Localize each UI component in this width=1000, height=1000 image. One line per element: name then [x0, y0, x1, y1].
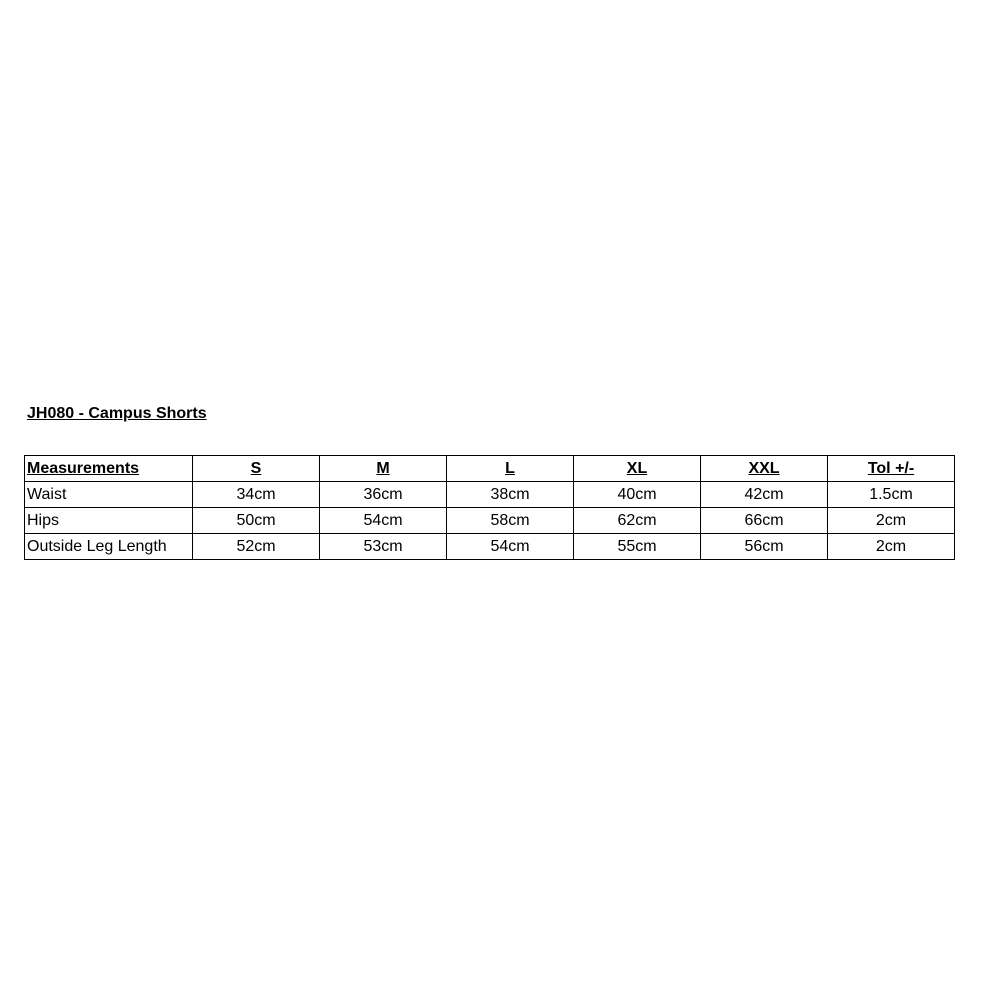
header-tolerance: Tol +/- [828, 456, 955, 482]
table-cell: 34cm [193, 482, 320, 508]
header-size-l: L [447, 456, 574, 482]
table-cell: 58cm [447, 508, 574, 534]
table-cell: 56cm [701, 534, 828, 560]
table-cell: 36cm [320, 482, 447, 508]
table-cell: 40cm [574, 482, 701, 508]
table-cell: 55cm [574, 534, 701, 560]
table-cell: 38cm [447, 482, 574, 508]
table-row-hips [25, 508, 955, 534]
header-measurements: Measurements [25, 456, 193, 482]
table-cell: 52cm [193, 534, 320, 560]
header-size-m: M [320, 456, 447, 482]
header-size-xxl: XXL [701, 456, 828, 482]
row-label: Hips [25, 508, 193, 534]
row-label: Outside Leg Length [25, 534, 193, 560]
table-cell: 54cm [320, 508, 447, 534]
header-size-s: S [193, 456, 320, 482]
header-size-xl: XL [574, 456, 701, 482]
document-title: JH080 - Campus Shorts [27, 405, 207, 422]
table-cell: 42cm [701, 482, 828, 508]
table-cell: 54cm [447, 534, 574, 560]
table-header-row [25, 456, 955, 482]
table-cell: 1.5cm [828, 482, 955, 508]
row-label: Waist [25, 482, 193, 508]
table-cell: 53cm [320, 534, 447, 560]
table-row-waist [25, 482, 955, 508]
table-cell: 66cm [701, 508, 828, 534]
table-cell: 50cm [193, 508, 320, 534]
table-cell: 2cm [828, 508, 955, 534]
table-cell: 62cm [574, 508, 701, 534]
table-row-outside-leg-length [25, 534, 955, 560]
size-chart-table [24, 455, 955, 560]
table-cell: 2cm [828, 534, 955, 560]
